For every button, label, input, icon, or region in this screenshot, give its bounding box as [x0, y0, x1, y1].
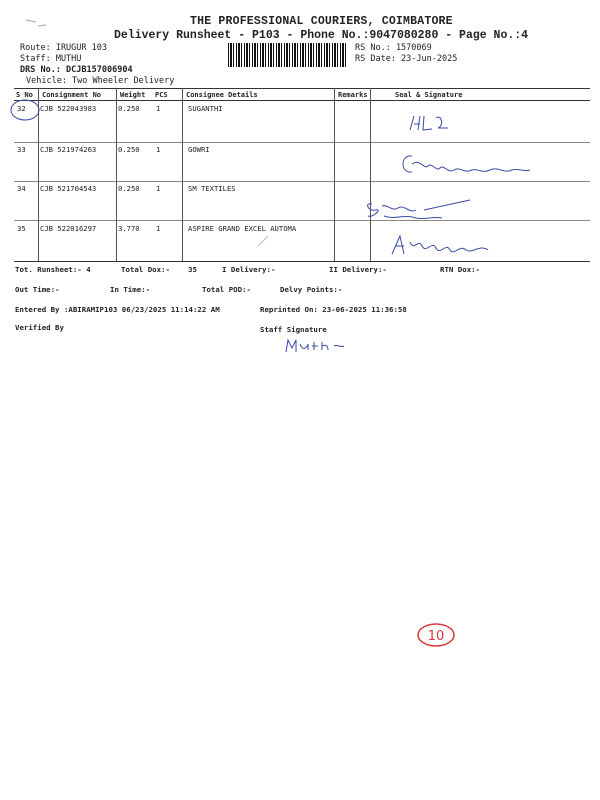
- rs-date: RS Date: 23-Jun-2025: [355, 54, 458, 64]
- table-top-rule: [14, 88, 590, 89]
- verified-by: Verified By: [15, 323, 64, 332]
- row-sno: 34: [17, 184, 26, 193]
- staff-signature-label: Staff Signature: [260, 325, 327, 334]
- entered-by: Entered By :ABIRAMIP103 06/23/2025 11:14:22 AM: [15, 305, 220, 314]
- rtn-dox: RTN Dox:-: [440, 265, 481, 274]
- col-header-pcs: PCS: [155, 91, 168, 99]
- row-weight: 0.250: [118, 104, 140, 113]
- out-time: Out Time:-: [15, 285, 60, 294]
- company-title: THE PROFESSIONAL COURIERS, COIMBATORE: [190, 15, 453, 28]
- row-weight: 0.250: [118, 184, 140, 193]
- row-pcs: 1: [156, 145, 161, 154]
- row-divider: [14, 142, 590, 143]
- table-bottom-rule: [14, 261, 590, 262]
- signature-row-34: [364, 196, 474, 230]
- ii-delivery: II Delivery:-: [329, 265, 387, 274]
- staff-label: Staff: MUTHU: [20, 54, 82, 64]
- total-dox-value: 35: [188, 265, 197, 274]
- row-pcs: 1: [156, 224, 161, 233]
- row-consignee: ASPIRE GRAND EXCEL AUTOMA: [188, 224, 297, 233]
- rs-number: RS No.: 1570069: [355, 43, 432, 53]
- row-consignment: CJB 522016297: [40, 224, 97, 233]
- row-sno: 35: [17, 224, 26, 233]
- row-weight: 3.770: [118, 224, 140, 233]
- reprinted-on: Reprinted On: 23-06-2025 11:36:58: [260, 305, 407, 314]
- pen-scribble-mark: [24, 16, 54, 36]
- row-weight: 0.250: [118, 145, 140, 154]
- signature-row-32: [408, 112, 458, 134]
- column-divider: [182, 88, 183, 261]
- col-header-remarks: Remarks: [338, 91, 368, 99]
- total-dox-label: Total Dox:-: [121, 265, 170, 274]
- column-divider: [116, 88, 117, 261]
- row-consignment: CJB 521974263: [40, 145, 97, 154]
- col-header-consignment: Consignment No: [42, 91, 102, 99]
- column-divider: [370, 88, 371, 261]
- col-header-seal-signature: Seal & Signature: [395, 91, 463, 99]
- row-sno: 32: [17, 104, 26, 113]
- runsheet-subtitle: Delivery Runsheet - P103 - Phone No.:9047080280 - Page No.:4: [114, 29, 529, 42]
- row-divider: [14, 220, 590, 221]
- row-consignment: CJB 522043983: [40, 104, 97, 113]
- total-pod: Total POD:-: [202, 285, 251, 294]
- tot-runsheet: Tot. Runsheet:- 4: [15, 265, 91, 274]
- in-time: In Time:-: [110, 285, 151, 294]
- drs-number: DRS No.: DCJB157006904: [20, 65, 133, 75]
- vehicle-label: Vehicle: Two Wheeler Delivery: [26, 76, 175, 86]
- barcode: [228, 43, 348, 67]
- signature-row-35: [388, 232, 498, 262]
- row-pcs: 1: [156, 104, 161, 113]
- table-header-rule: [14, 100, 590, 101]
- signature-row-33: [398, 150, 533, 188]
- delvy-points: Delvy Points:-: [280, 285, 343, 294]
- pen-circle-mark: [9, 98, 43, 124]
- col-header-sno: S No: [16, 91, 33, 99]
- staff-signature: [284, 338, 348, 354]
- row-pcs: 1: [156, 184, 161, 193]
- i-delivery: I Delivery:-: [222, 265, 276, 274]
- row-sno: 33: [17, 145, 26, 154]
- red-stamp: [416, 622, 456, 648]
- row-consignee: GOWRI: [188, 145, 210, 154]
- pen-tick-mark: [256, 234, 270, 248]
- col-header-consignee: Consignee Details: [186, 91, 258, 99]
- route-label: Route: IRUGUR 103: [20, 43, 107, 53]
- row-consignee: SM TEXTILES: [188, 184, 236, 193]
- row-consignment: CJB 521704543: [40, 184, 97, 193]
- red-stamp-number: 10: [427, 629, 445, 644]
- column-divider: [334, 88, 335, 261]
- row-consignee: SUGANTHI: [188, 104, 223, 113]
- col-header-weight: Weight: [120, 91, 146, 99]
